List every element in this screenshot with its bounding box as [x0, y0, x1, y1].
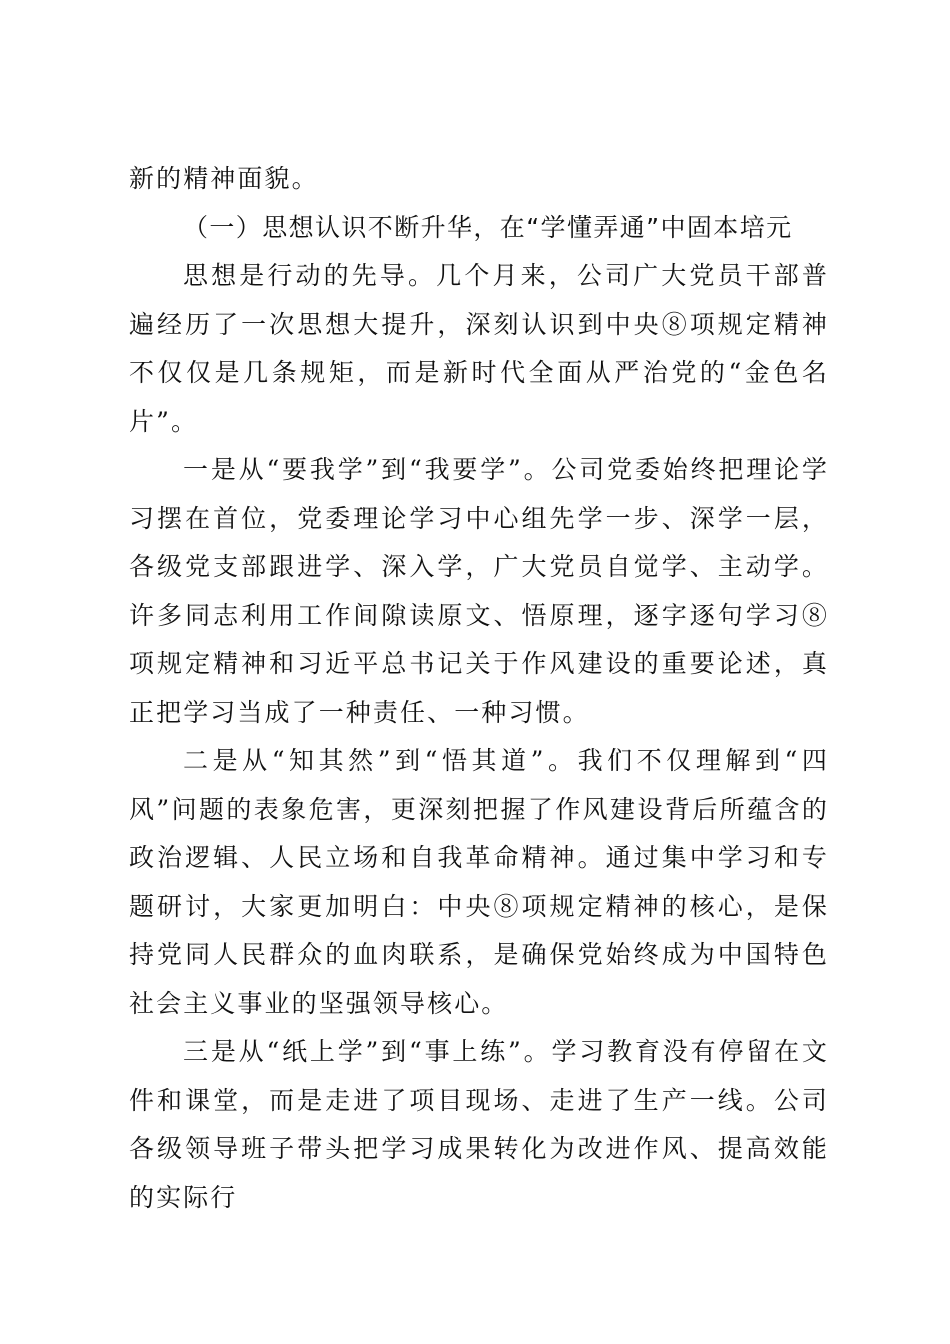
- continuation-text: 新的精神面貌。: [129, 164, 319, 193]
- paragraph-point-three: 三是从“纸上学”到“事上练”。学习教育没有停留在文件和课堂，而是走进了项目现场、走进了生产一线。公司各级领导班子带头把学习成果转化为改进作风、提高效能的实际行: [129, 1037, 829, 1212]
- section-heading: （一）思想认识不断升华，在“学懂弄通”中固本培元: [183, 212, 793, 242]
- paragraph-point-one: 一是从“要我学”到“我要学”。公司党委始终把理论学习摆在首位，党委理论学习中心组先学一步、深学一层，各级党支部跟进学、深入学，广大党员自觉学、主动学。许多同志利用工作间隙读原文、悟原理，逐字逐句学习⑧项规定精神和习近平总书记关于作风建设的重要论述，真正把学习当成了一种责任、一种习惯。: [129, 455, 829, 727]
- paragraph-intro: 思想是行动的先导。几个月来，公司广大党员干部普遍经历了一次思想大提升，深刻认识到中央⑧项规定精神不仅仅是几条规矩，而是新时代全面从严治党的“金色名片”。: [129, 261, 829, 436]
- document-body: [129, 155, 829, 1222]
- paragraph-point-two: 二是从“知其然”到“悟其道”。我们不仅理解到“四风”问题的表象危害，更深刻把握了作风建设背后所蕴含的政治逻辑、人民立场和自我革命精神。通过集中学习和专题研讨，大家更加明白：中央⑧项规定精神的核心，是保持党同人民群众的血肉联系，是确保党始终成为中国特色社会主义事业的坚强领导核心。: [129, 746, 829, 1018]
